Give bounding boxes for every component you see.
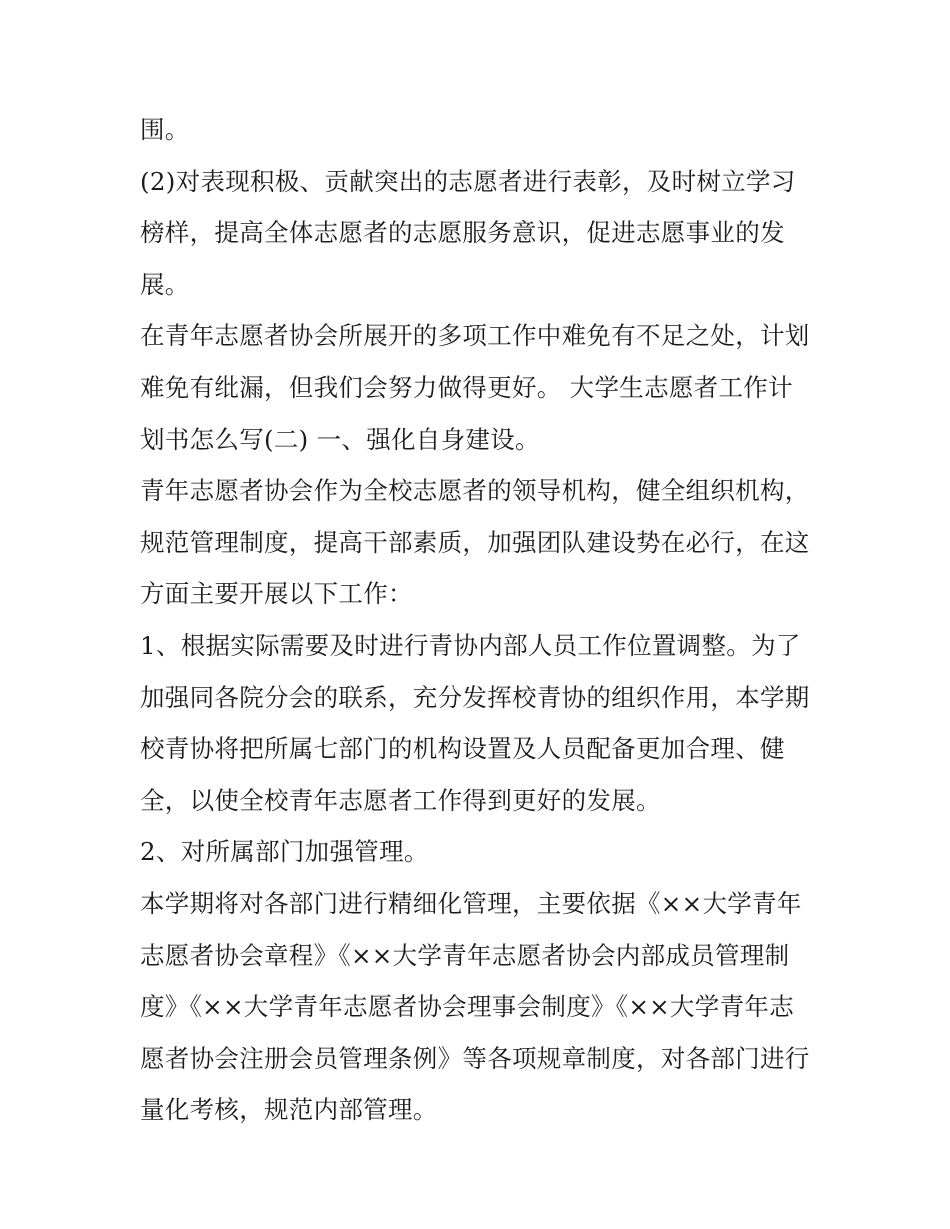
text-line: 加强同各院分会的联系，充分发挥校青协的组织作用，本学期 — [140, 682, 810, 712]
document-body — [140, 104, 820, 1136]
text-line: 在青年志愿者协会所展开的多项工作中难免有不足之处，计划 — [140, 321, 810, 351]
text-line: 愿者协会注册会员管理条例》等各项规章制度，对各部门进行 — [140, 1043, 810, 1073]
text-line: 全，以使全校青年志愿者工作得到更好的发展。 — [140, 785, 661, 815]
text-line: 1、根据实际需要及时进行青协内部人员工作位置调整。为了 — [140, 630, 801, 660]
text-line: 量化考核，规范内部管理。 — [140, 1095, 438, 1125]
text-line: 榜样，提高全体志愿者的志愿服务意识，促进志愿事业的发 — [140, 218, 785, 248]
text-line: 划书怎么写(二) 一、强化自身建设。 — [140, 424, 540, 454]
text-line: (2)对表现积极、贡献突出的志愿者进行表彰，及时树立学习 — [140, 166, 796, 196]
text-line: 展。 — [140, 269, 190, 299]
text-line: 围。 — [140, 115, 190, 144]
text-line: 本学期将对各部门进行精细化管理，主要依据《××大学青年 — [140, 888, 802, 918]
text-line: 校青协将把所属七部门的机构设置及人员配备更加合理、健 — [140, 734, 785, 764]
text-line: 志愿者协会章程》《××大学青年志愿者协会内部成员管理制 — [140, 940, 790, 970]
text-line: 度》《××大学青年志愿者协会理事会制度》《××大学青年志 — [140, 992, 795, 1022]
text-line: 方面主要开展以下工作： — [140, 579, 413, 609]
text-line: 难免有纰漏，但我们会努力做得更好。 大学生志愿者工作计 — [140, 372, 793, 402]
text-line: 2、对所属部门加强管理。 — [140, 837, 429, 867]
text-line: 规范管理制度，提高干部素质，加强团队建设势在必行，在这 — [140, 527, 810, 557]
text-line: 青年志愿者协会作为全校志愿者的领导机构，健全组织机构， — [140, 476, 810, 506]
